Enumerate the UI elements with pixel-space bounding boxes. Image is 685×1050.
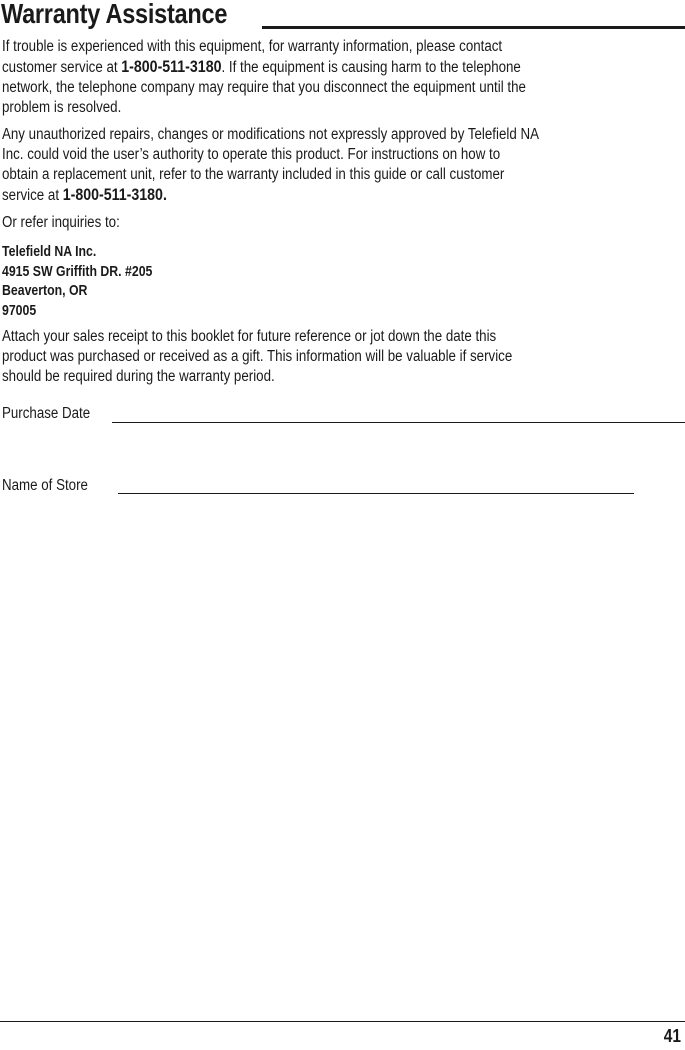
address-zip: 97005 [2,301,37,319]
page-title: Warranty Assistance [1,0,228,29]
title-row [0,0,685,32]
store-name-label: Name of Store [2,477,88,494]
footer-rule [0,1021,685,1022]
page-number: 41 [663,1026,681,1046]
title-rule [262,26,685,29]
repairs-line-4-text: service at [2,187,63,204]
receipt-line-2: product was purchased or received as a gift. This information will be valuable if service [2,348,513,365]
contact-line-1: If trouble is experienced with this equipment, for warranty information, please contact [2,38,503,55]
repairs-line-1: Any unauthorized repairs, changes or modifications not expressly approved by Telefield NA [2,126,539,143]
contact-line-2-text: customer service at [2,59,122,76]
purchase-date-field[interactable] [112,422,685,423]
customer-service-phone: 1-800-511-3180 [121,58,222,76]
repairs-line-3: obtain a replacement unit, refer to the warranty included in this guide or call customer [2,166,505,183]
contact-line-2-rest: . If the equipment is causing harm to the telephone [221,59,521,76]
contact-line-2 [2,57,526,78]
mailing-address [2,242,152,320]
contact-line-3: network, the telephone company may require that you disconnect the equipment until the [2,79,526,96]
contact-paragraph [2,37,526,118]
receipt-line-3: should be required during the warranty period. [2,368,275,385]
receipt-paragraph [2,327,512,387]
purchase-date-label: Purchase Date [2,405,91,422]
repairs-line-4 [2,185,539,206]
address-company: Telefield NA Inc. [2,243,97,260]
receipt-line-1: Attach your sales receipt to this booklet for future reference or jot down the date this [2,328,497,345]
repairs-paragraph [2,125,539,206]
inquiries-intro: Or refer inquiries to: [2,214,120,231]
contact-line-4: problem is resolved. [2,99,122,116]
address-city-state: Beaverton, OR [2,282,88,299]
customer-service-phone-2: 1-800-511-3180. [62,186,167,204]
store-name-field[interactable] [118,493,634,494]
repairs-line-2: Inc. could void the user’s authority to operate this product. For instructions on how to [2,146,501,163]
address-street: 4915 SW Griffith DR. #205 [2,262,153,280]
